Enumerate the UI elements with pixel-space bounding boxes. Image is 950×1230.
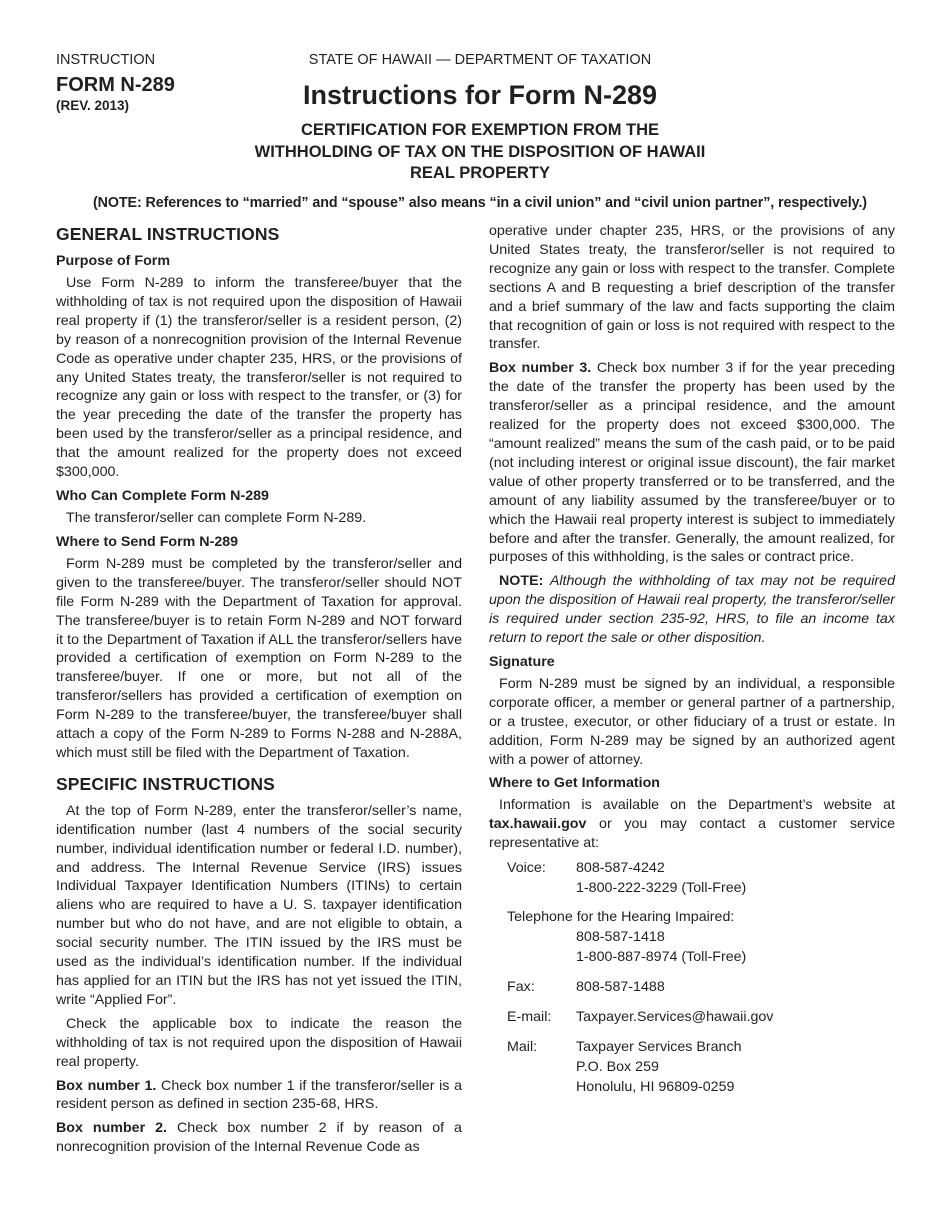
note-label: NOTE: <box>499 573 544 590</box>
hearing-impaired-numbers <box>576 927 895 967</box>
who-can-complete-text: The transferor/seller can complete Form N-289. <box>66 509 367 526</box>
box2-paragraph <box>56 1119 462 1157</box>
box1-label: Box number 1. <box>56 1077 157 1094</box>
who-can-complete-heading: Who Can Complete Form N-289 <box>56 487 269 504</box>
box2-label: Box number 2. <box>56 1120 168 1137</box>
email-address[interactable]: Taxpayer.Services@hawaii.gov <box>576 1009 774 1026</box>
where-to-send-text: Form N-289 must be completed by the transferor/seller and given to the transferee/buyer. The transferor/seller should NOT file Form N-289 with the Department of Taxation for approval. The transferee/buyer is to retain Form N-289 and NOT forward it to the Department of Taxation if ALL the transferor/sellers have provided a certification of exemption on Form N-289 to the transferee/buyer. If one or more, but not all of the transferor/sellers has provided a certification of exemption on Form N-289 to the transferee/buyer, the transferee/buyer shall attach a copy of the Form N-289 to Forms N-288 and N-288A, which must still be filed with the Department of Taxation. <box>56 555 462 761</box>
mail-line: P.O. Box 259 <box>576 1059 659 1076</box>
mail-line: Taxpayer Services Branch <box>576 1039 742 1056</box>
voice-toll-free: 1-800-222-3229 (Toll-Free) <box>576 880 747 897</box>
note-paragraph <box>489 572 895 648</box>
left-column <box>56 222 462 1162</box>
agency-name: STATE OF HAWAII — DEPARTMENT OF TAXATION <box>308 52 652 68</box>
where-to-send-heading: Where to Send Form N-289 <box>56 533 239 550</box>
purpose-heading: Purpose of Form <box>56 253 171 269</box>
hearing-toll-free: 1-800-887-8974 (Toll-Free) <box>576 949 747 966</box>
instruction-label: INSTRUCTION <box>56 52 156 68</box>
check-box-text: Check the applicable box to indicate the reason the withholding of tax is not required upon the disposition of Hawaii real property. <box>56 1015 462 1070</box>
right-column <box>489 222 895 1097</box>
signature-text: Form N-289 must be signed by an individual, a responsible corporate officer, a member or general partner of a partnership, or a trustee, executor, or other fiduciary of a trust or estate. In addition, Form N-289 may be signed by an authorized agent with a power of attorney. <box>489 675 895 768</box>
voice-number: 808-587-4242 <box>576 860 665 877</box>
email-label: E-mail: <box>507 1009 552 1026</box>
hearing-number: 808-587-1418 <box>576 929 665 946</box>
mail-line: Honolulu, HI 96809-0259 <box>576 1079 735 1096</box>
info-text <box>489 796 895 853</box>
purpose-text: Use Form N-289 to inform the transferee/buyer that the withholding of tax is not required upon the disposition of Hawaii real property if (1) the transferor/seller is a resident person, (2) by reason of a nonrecognition provision of the Internal Revenue Code as operative under chapter 235, HRS, or the provisions of any United States treaty, the transferor/seller is not required to recognize any gain or loss with respect to the transfer, or (3) for the year preceding the date of the transfer the property has been used by the transferor/seller as a principal residence, and that the amount realized for the property does not exceed $300,000. <box>56 275 462 481</box>
voice-label: Voice: <box>507 860 546 877</box>
info-text-b: or you may contact a customer service representative at: <box>489 816 895 852</box>
info-text-a: Information is available on the Department’s website at <box>499 797 895 814</box>
specific-instructions-heading: SPECIFIC INSTRUCTIONS <box>56 773 275 794</box>
box2-text: Check box number 2 if by reason of a nonrecognition provision of the Internal Revenue Code as <box>56 1120 462 1156</box>
revision-label: (REV. 2013) <box>56 98 130 113</box>
specific-intro-text: At the top of Form N-289, enter the transferor/seller’s name, identification number (last 4 numbers of the social security number, individual identification number or federal I.D. number), and address. The Internal Revenue Service (IRS) issues Individual Taxpayer Identification Numbers (ITINs) to certain aliens who are required to have a U. S. taxpayer identification number but who do not have, and are not eligible to obtain, a social security number. The ITIN issued by the IRS must be used as the individual’s identification number. If the individual has applied for an ITIN but the IRS has not yet issued the ITIN, write “Applied For”. <box>56 802 462 1008</box>
box2-continued-text: operative under chapter 235, HRS, or the provisions of any United States treaty, the transferor/seller is not required to recognize any gain or loss with respect to the transfer. Complete sections A and B requesting a brief description of the transfer and a brief summary of the law and facts supporting the claim that recognition of gain or loss is not required with respect to the transfer. <box>489 223 895 353</box>
general-instructions-heading: GENERAL INSTRUCTIONS <box>56 224 280 244</box>
fax-number: 808-587-1488 <box>576 979 665 996</box>
form-id: FORM N-289 <box>56 74 175 96</box>
civil-union-note: (NOTE: References to “married” and “spouse” also means “in a civil union” and “civil union partner”, respectively.) <box>93 195 867 211</box>
subtitle-line: REAL PROPERTY <box>410 164 550 182</box>
box1-text: Check box number 1 if the transferor/seller is a resident person as defined in section 235-68, HRS. <box>56 1077 462 1113</box>
note-text: Although the withholding of tax may not be required upon the disposition of Hawaii real property, the transferor/seller is required under section 235-92, HRS, to file an income tax return to report the sale or other disposition. <box>489 573 895 647</box>
where-to-get-info-heading: Where to Get Information <box>489 775 660 792</box>
subtitle-line: CERTIFICATION FOR EXEMPTION FROM THE <box>300 121 660 139</box>
mail-address <box>576 1037 895 1097</box>
website-link[interactable]: tax.hawaii.gov <box>489 816 587 833</box>
subtitle-line: WITHHOLDING OF TAX ON THE DISPOSITION OF HAWAII <box>254 142 706 161</box>
mail-label: Mail: <box>507 1039 538 1056</box>
box3-paragraph <box>489 359 895 567</box>
page-title: Instructions for Form N-289 <box>302 80 658 110</box>
page-subtitle <box>200 120 760 185</box>
fax-label: Fax: <box>507 979 535 996</box>
hearing-impaired-label: Telephone for the Hearing Impaired: <box>507 909 735 926</box>
signature-heading: Signature <box>489 653 555 670</box>
contact-list <box>489 858 895 1097</box>
box1-paragraph <box>56 1077 462 1115</box>
box3-text: Check box number 3 if for the year preceding the date of the transfer the property has been used by the transferor/seller as a principal residence, and the amount realized for the property does not exceed $300,000. The “amount realized” means the sum of the cash paid, or to be paid (not including interest or original issue discount), the fair market value of other property transferred or to be transferred, and the amount of any liability assumed by the transferee/buyer or to which the Hawaii real property interest is subject to immediately before and after the transfer. Generally, the amount realized, for purposes of this withholding, is the sales or contract price. <box>489 360 895 566</box>
voice-numbers <box>576 858 895 898</box>
box3-label: Box number 3. <box>489 360 592 377</box>
